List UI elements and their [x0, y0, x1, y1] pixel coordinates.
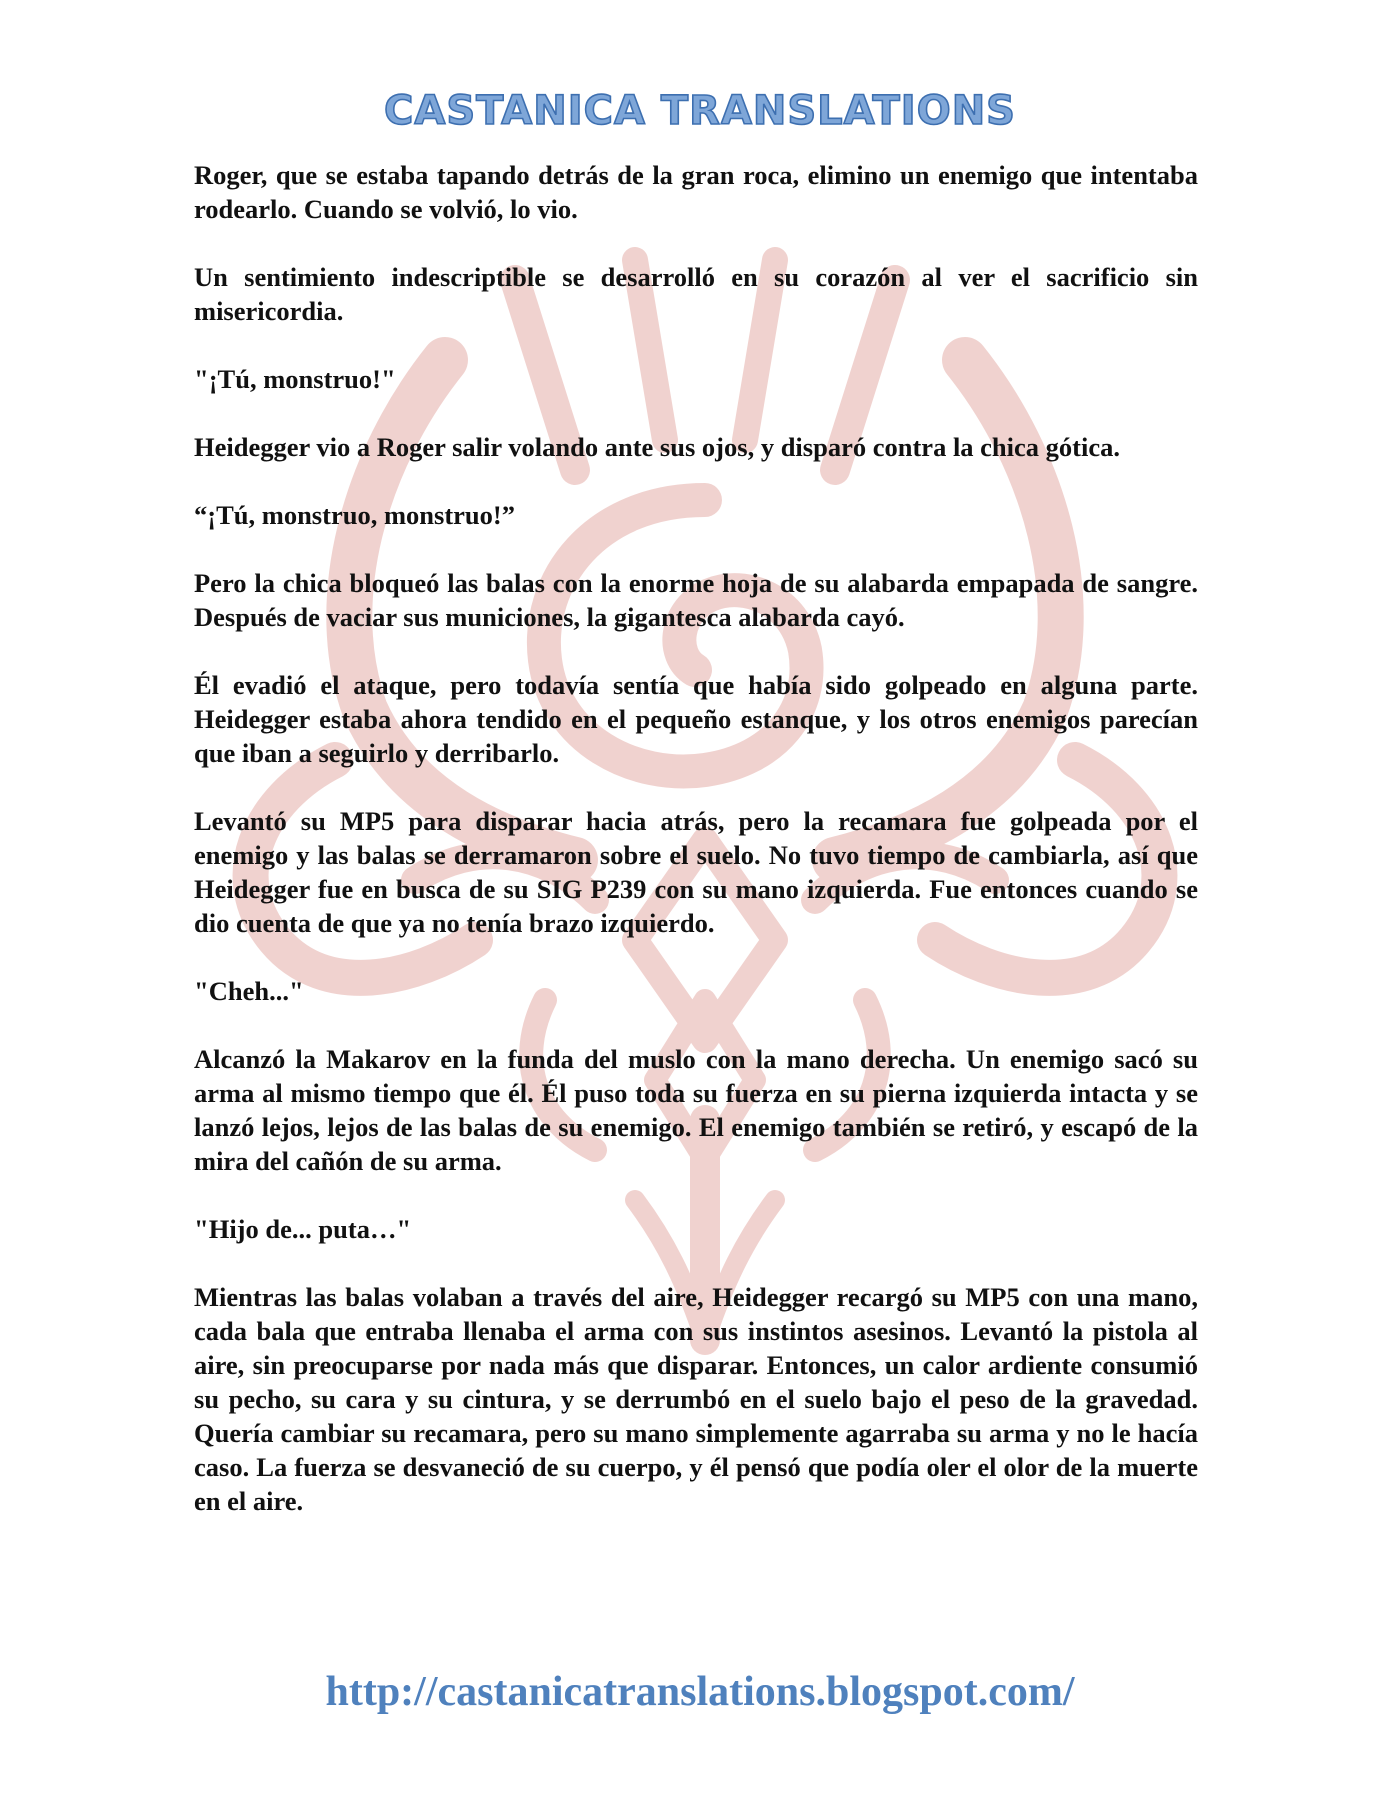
paragraph: "Hijo de... puta…" — [194, 1214, 412, 1244]
paragraph: "Cheh..." — [194, 976, 304, 1006]
paragraph: "¡Tú, monstruo!" — [194, 364, 396, 394]
paragraph: Heidegger vio a Roger salir volando ante sus ojos, y disparó contra la chica gótica. — [194, 432, 1120, 462]
paragraph: Él evadió el ataque, pero todavía sentía que había sido golpeado en alguna parte. Heidegger estaba ahora tendido en el pequeño estanque, y los otros enemigos parecían que iban a seguirlo y derribarlo. — [194, 670, 1198, 768]
paragraph: Un sentimiento indescriptible se desarrolló en su corazón al ver el sacrificio sin misericordia. — [194, 262, 1198, 326]
paragraph: Alcanzó la Makarov en la funda del muslo con la mano derecha. Un enemigo sacó su arma al mismo tiempo que él. Él puso toda su fuerza en su pierna izquierda intacta y se lanzó lejos, lejos de las balas de su enemigo. El enemigo también se retiró, y escapó de la mira del cañón de su arma. — [194, 1044, 1198, 1176]
blog-link[interactable]: http://castanicatranslations.blogspot.com/ — [325, 1669, 1075, 1715]
document-body — [194, 158, 1198, 1552]
paragraph: Mientras las balas volaban a través del aire, Heidegger recargó su MP5 con una mano, cada bala que entraba llenaba el arma con sus instintos asesinos. Levantó la pistola al aire, sin preocuparse por nada más que disparar. Entonces, un calor ardiente consumió su pecho, su cara y su cintura, y se derrumbó en el suelo bajo el peso de la gravedad. Quería cambiar su recamara, pero su mano simplemente agarraba su arma y no le hacía caso. La fuerza se desvaneció de su cuerpo, y él pensó que podía oler el olor de la muerte en el aire. — [194, 1282, 1198, 1516]
paragraph: Levantó su MP5 para disparar hacia atrás, pero la recamara fue golpeada por el enemigo y las balas se derramaron sobre el suelo. No tuvo tiempo de cambiarla, así que Heidegger fue en busca de su SIG P239 con su mano izquierda. Fue entonces cuando se dio cuenta de que ya no tenía brazo izquierdo. — [194, 806, 1198, 938]
paragraph: Pero la chica bloqueó las balas con la enorme hoja de su alabarda empapada de sangre. Después de vaciar sus municiones, la gigantesca alabarda cayó. — [194, 568, 1198, 632]
paragraph: “¡Tú, monstruo, monstruo!” — [194, 500, 515, 530]
paragraph: Roger, que se estaba tapando detrás de la gran roca, elimino un enemigo que intentaba rodearlo. Cuando se volvió, lo vio. — [194, 160, 1198, 224]
page-title: CASTANICA TRANSLATIONS — [384, 88, 1016, 134]
